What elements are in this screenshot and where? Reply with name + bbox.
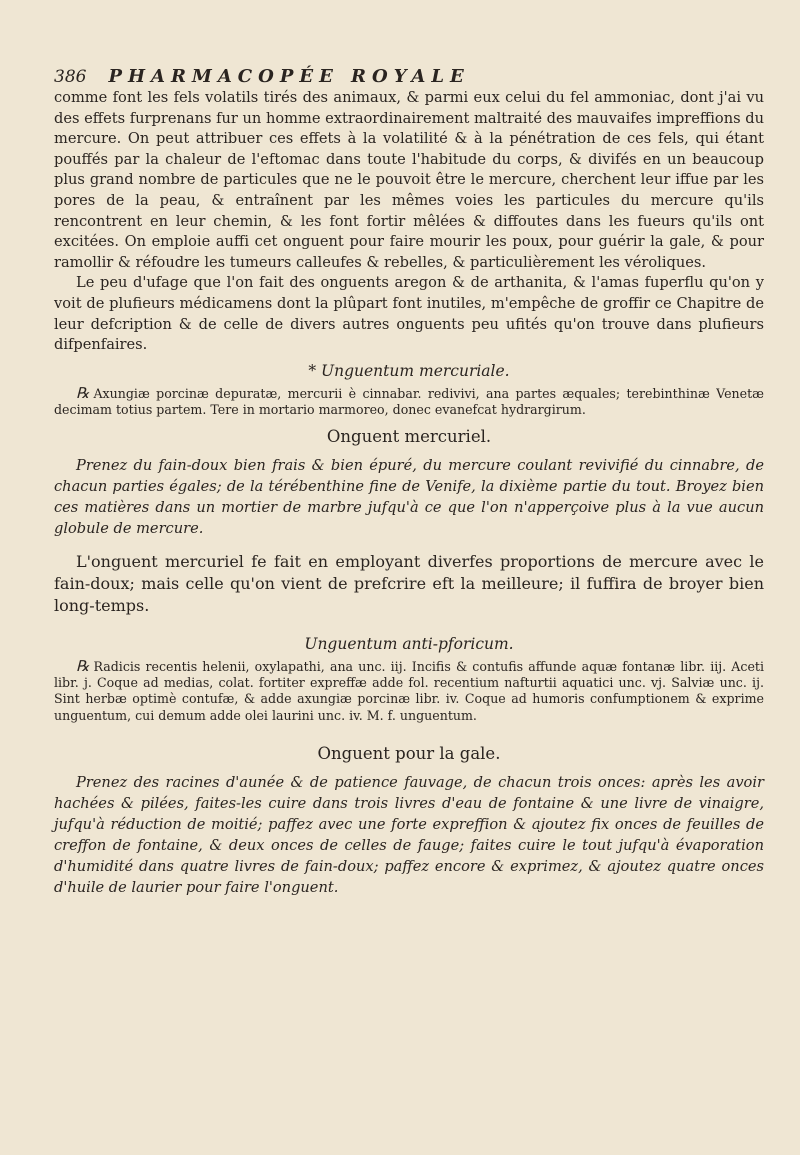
latin-title-2: Unguentum anti-pforicum. [304, 634, 514, 653]
latin-recipe-2-text: Radicis recentis helenii, oxylapathi, ana unc. iij. Incifis & contufis affunde aquæ fontanæ libr. iij. Aceti libr. j. Coque ad medias, colat. fortiter expreffæ adde fol. recentium nafturtii aquatici unc. vj. Salviæ unc. ij. Sint herbæ optimè contufæ, & adde axungiæ porcinæ libr. iv. Coque ad humoris confumptionem & exprime unguentum, cui demum adde olei laurini unc. iv. M. f. unguentum. [54, 658, 764, 723]
french-title-1: Onguent mercuriel. [326, 426, 492, 446]
french-recipe-2: Prenez des racines d'aunée & de patience fauvage, de chacun trois onces: après les avoir hachées & pilées, faites-les cuire dans trois livres d'eau de fontaine & une livre de vinaigre, jufqu'à réduction de moitié; paffez avec une forte expreffion & ajoutez fix onces de feuilles de creffon de fontaine, & deux onces de celles de fauge; faites cuire le tout jufqu'à évaporation d'humidité dans quatre livres de fain-doux; paffez encore & exprimez, & ajoutez quatre onces d'huile de laurier pour faire l'onguent. [54, 774, 764, 897]
page-number: 386 [54, 67, 87, 87]
paragraph-1: comme font les fels volatils tirés des animaux, & parmi eux celui du fel ammoniac, dont j'ai vu des effets furprenans fur un homme extraordinairement maltraité des mauvaifes impreffions du mercure. On peut attribuer ces effets à la volatilité & à la pénétration de ces fels, qui étant pouffés par la chaleur de l'eftomac dans toute l'habitude du corps, & divifés en un beaucoup plus grand nombre de particules que ne le pouvoit être le mercure, cherchent leur iffue par les pores de la peau, & entraînent par les mêmes voies les particules du mercure qu'ils rencontrent en leur chemin, & les font fortir mêlées & diffoutes dans les fueurs qu'ils ont excitées. On emploie auffi cet onguent pour faire mourir les poux, pour guérir la gale, & pour ramollir & réfoudre les tumeurs calleufes & rebelles, & particulièrement les véroliques. [54, 89, 764, 271]
latin-title-1: * Unguentum mercuriale. [308, 361, 510, 380]
paragraph-2: Le peu d'ufage que l'on fait des onguents aregon & de arthanita, & l'amas fuperflu qu'on y voit de plufieurs médicamens dont la plûpart font inutiles, m'empêche de groffir ce Chapitre de leur defcription & de celle de divers autres onguents peu ufités qu'on trouve dans plufieurs difpenfaires. [54, 274, 764, 354]
recipe-symbol-icon: ℞ [76, 383, 90, 402]
french-title-2: Onguent pour la gale. [317, 744, 501, 764]
french-recipe-1: Prenez du fain-doux bien frais & bien épuré, du mercure coulant revivifié du cinnabre, de chacun parties égales; de la térébenthine fine de Venife, la dixième partie du tout. Broyez bien ces matières dans un mortier de marbre jufqu'à ce que l'on n'apperçoive plus à la vue aucun globule de mercure. [54, 456, 764, 537]
latin-recipe-1 [54, 385, 764, 419]
recipe-symbol-icon: ℞ [76, 656, 90, 675]
book-page [54, 66, 764, 898]
latin-recipe-2 [54, 658, 764, 725]
latin-recipe-1-text: Axungiæ porcinæ depuratæ, mercurii è cinnabar. redivivi, ana partes æquales; terebinthinæ Venetæ decimam totius partem. Tere in mortario marmoreo, donec evanefcat hydrargirum. [54, 385, 764, 418]
running-title: PHARMACOPÉE ROYALE [108, 66, 470, 87]
note-paragraph: L'onguent mercuriel fe fait en employant diverfes proportions de mercure avec le fain-doux; mais celle qu'on vient de prefcrire eft la meilleure; il fuffira de broyer bien long-temps. [54, 551, 764, 615]
page-header [54, 66, 764, 88]
